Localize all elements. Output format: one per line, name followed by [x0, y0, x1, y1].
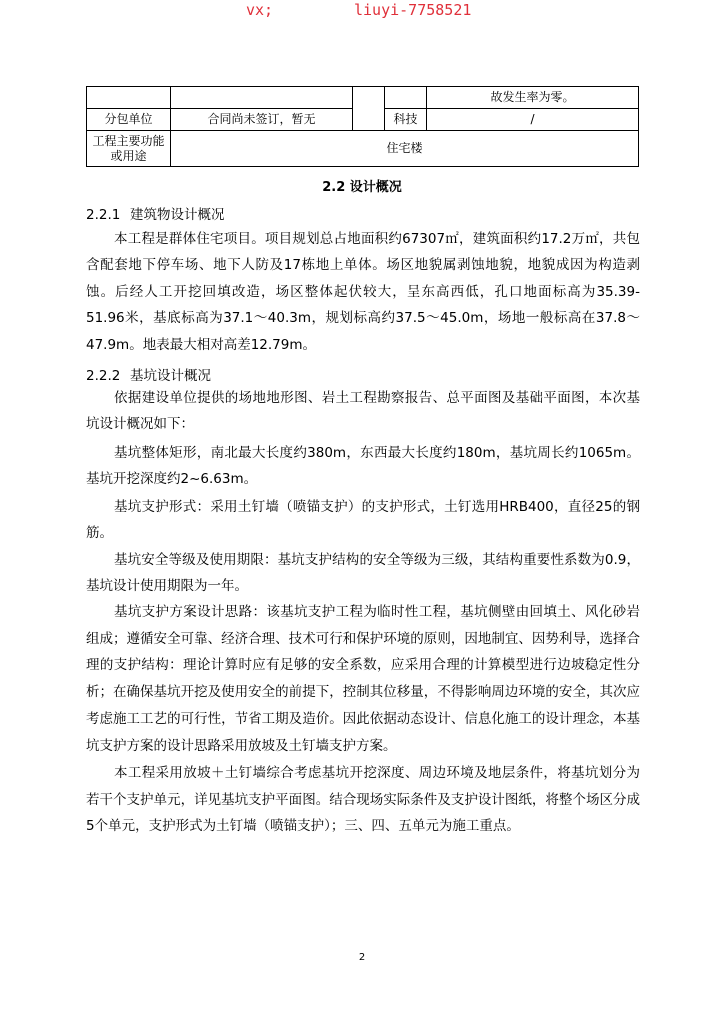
- function-value: 住宅楼: [171, 131, 639, 167]
- paragraph-safety-level: 基坑安全等级及使用期限：基坑支护结构的安全等级为三级，其结构重要性系数为0.9，基坑设计使用期限为一年。: [86, 552, 640, 595]
- project-info-table: [86, 86, 639, 167]
- watermark: [0, 1, 724, 21]
- subcontractor-label: 分包单位: [87, 109, 171, 131]
- tech-label: 科技: [385, 109, 427, 131]
- subsection-title: 建筑物设计概况: [130, 207, 225, 223]
- subsection-heading-2: [86, 364, 211, 384]
- paragraph-design-approach: 基坑支护方案设计思路：该基坑支护工程为临时性工程，基坑侧壁由回填土、风化砂岩组成；遵循安全可靠、经济合理、技术可行和保护环境的原则，因地制宜、因势利导，选择合理的支护结构：理论计算时应有足够的安全系数，应采用合理的计算模型进行边坡稳定性分析；在确保基坑开挖及使用安全的前提下，控制其位移量，不得影响周边环境的安全，其次应考虑施工工艺的可行性，节省工期及造价。因此依据动态设计、信息化施工的设计理念，本基坑支护方案的设计思路采用放坡及土钉墙支护方案。: [86, 604, 640, 754]
- paragraph-pit-dimensions: 基坑整体矩形，南北最大长度约380m，东西最大长度约180m，基坑周长约1065m。基坑开挖深度约2~6.63m。: [86, 445, 640, 488]
- subsection-heading-1: [86, 203, 225, 223]
- table-cell: [385, 87, 427, 109]
- tech-value: /: [427, 109, 639, 131]
- table-cell: [171, 87, 353, 109]
- paragraph-building-overview: 本工程是群体住宅项目。项目规划总占地面积约67307㎡，建筑面积约17.2万㎡，共包含配套地下停车场、地下人防及17栋地上单体。场区地貌属剥蚀地貌，地貌成因为构造剥蚀。后经人工开挖回填改造，场区整体起伏较大，呈东高西低，孔口地面标高为35.39-51.96米，基底标高为37.1～40.3m，规划标高约37.5～45.0m，场地一般标高在37.8～47.9m。地表最大相对高差12.79m。: [86, 231, 640, 353]
- subsection-number: 2.2.2: [86, 368, 121, 384]
- paragraph-support-units: 本工程采用放坡＋土钉墙综合考虑基坑开挖深度、周边环境及地层条件，将基坑划分为若干个支护单元，详见基坑支护平面图。结合现场实际条件及支护设计图纸，将整个场区分成5个单元，支护形式为土钉墙（喷锚支护）；三、四、五单元为施工重点。: [86, 765, 640, 835]
- table-row: [87, 87, 639, 109]
- subsection-title: 基坑设计概况: [130, 368, 211, 384]
- watermark-left: vx;: [246, 1, 274, 19]
- subsection-number: 2.2.1: [86, 207, 121, 223]
- page-number: 2: [358, 952, 366, 963]
- table-row: [87, 131, 639, 167]
- subcontractor-value: 合同尚未签订，暂无: [171, 109, 353, 131]
- section-title: 2.2 设计概况: [322, 180, 402, 195]
- paragraph-support-form: 基坑支护形式：采用土钉墙（喷锚支护）的支护形式，土钉选用HRB400，直径25的钢筋。: [86, 499, 640, 542]
- table-cell: 故发生率为零。: [427, 87, 639, 109]
- table-cell: [87, 87, 171, 109]
- function-label: 工程主要功能或用途: [87, 131, 171, 167]
- table-cell: [353, 87, 385, 131]
- paragraph-design-basis: 依据建设单位提供的场地地形图、岩土工程勘察报告、总平面图及基础平面图，本次基坑设计概况如下：: [86, 390, 640, 433]
- watermark-right: liuyi-7758521: [354, 1, 472, 19]
